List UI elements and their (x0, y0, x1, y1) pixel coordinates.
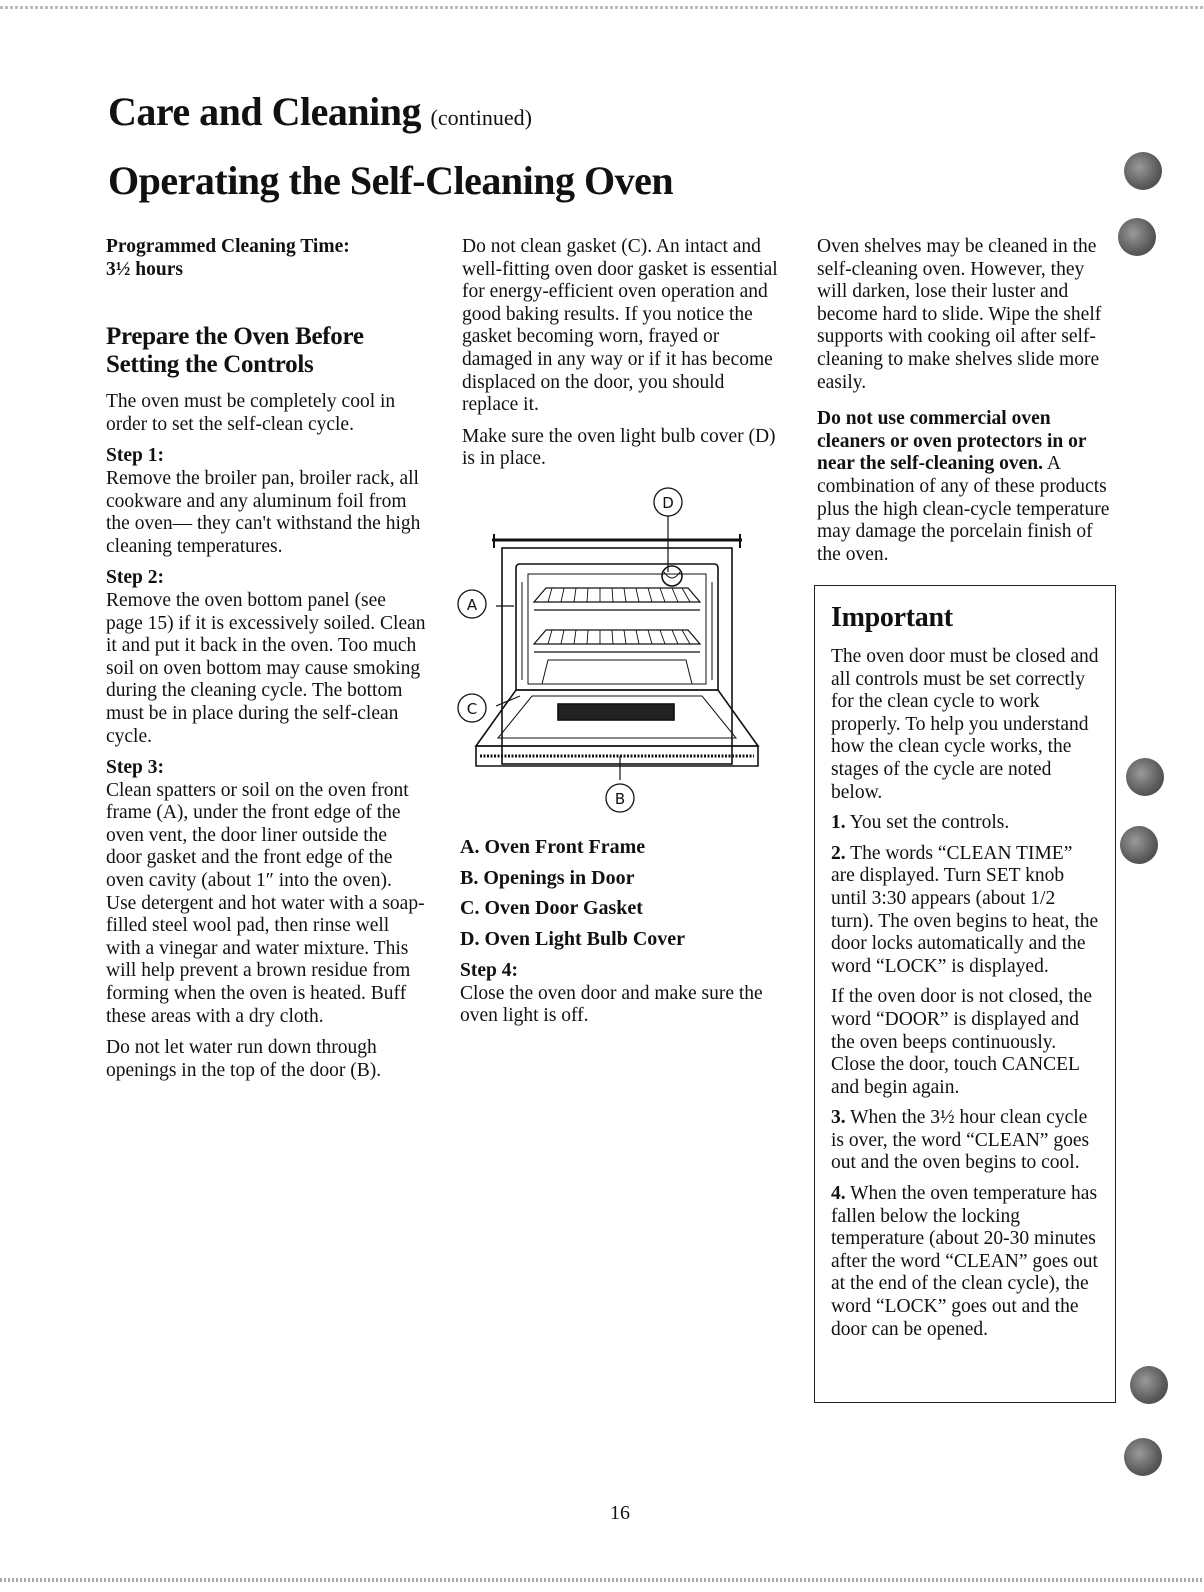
step3-label: Step 3: (106, 757, 164, 779)
page-number: 16 (610, 1502, 630, 1524)
legend-item-a: A. Oven Front Frame (460, 836, 646, 858)
important-item-1: 1. You set the controls. (831, 812, 1010, 834)
programmed-time-value: 3½ hours (106, 258, 183, 280)
step1-label: Step 1: (106, 445, 164, 467)
binder-hole-mark (1130, 1366, 1168, 1404)
bulb-paragraph: Make sure the oven light bulb cover (D) is in place. (462, 425, 776, 470)
section-heading-line1: Prepare the Oven Before (106, 323, 364, 351)
oven-diagram (452, 484, 772, 820)
column-middle (462, 236, 782, 480)
step3-text: Clean spatters or soil on the oven front frame (A), under the front edge of the oven vent, the door liner outside the door gasket and the front edge of the oven cavity (about 1″ into the oven). Use detergent and hot water with a soap-filled steel wool pad, then rinse well with a vinegar and water mixture. This will help prevent a brown residue from forming when the oven is heated. Buff these areas with a dry cloth. (106, 779, 425, 1027)
warning-text: A combination of any of these products plus the high clean-cycle temperature may damage the porcelain finish of the oven. (817, 453, 1110, 565)
callout-a: A (466, 596, 478, 614)
gasket-paragraph: Do not clean gasket (C). An intact and well-fitting oven door gasket is essential for energy-efficient oven operation and good baking results. If you notice the gasket becoming worn, frayed or damaged in any way or if it has become displaced on the door, you should replace it. (462, 236, 778, 416)
step1-text: Remove the broiler pan, broiler rack, all cookware and any aluminum foil from the oven— they can't withstand the high cleaning temperatures. (106, 467, 421, 557)
continued-label: (continued) (430, 105, 532, 130)
step4-text: Close the oven door and make sure the oven light is off. (460, 982, 763, 1027)
callout-b: B (614, 790, 626, 808)
page-title (108, 88, 532, 135)
callout-c: C (466, 700, 478, 718)
scan-top-edge (0, 6, 1204, 9)
important-intro: The oven door must be closed and all controls must be set correctly for the clean cycle to work properly. To help you understand how the clean cycle works, the stages of the cycle are noted below. (831, 646, 1099, 803)
step4-label: Step 4: (460, 960, 518, 981)
section-heading (106, 323, 426, 379)
binder-hole-mark (1124, 152, 1162, 190)
column-right (817, 236, 1117, 575)
legend-item-d: D. Oven Light Bulb Cover (460, 927, 686, 950)
intro-paragraph: The oven must be completely cool in order to set the self-clean cycle. (106, 391, 396, 435)
warning-bold: Do not use commercial oven cleaners or oven protectors in or near the self-cleaning oven. (817, 408, 1087, 475)
binder-hole-mark (1118, 218, 1156, 256)
callout-d: D (662, 494, 674, 512)
shelves-paragraph: Oven shelves may be cleaned in the self-cleaning oven. However, they will darken, lose their luster and become hard to slide. Wipe the shelf supports with cooking oil after self-cleaning to make shelves slide more easily. (817, 236, 1102, 393)
column-left (106, 236, 426, 1091)
important-item-4: 4. When the oven temperature has fallen below the locking temperature (about 20-30 minutes after the word “CLEAN” goes out at the end of the clean cycle), the word “LOCK” goes out and the door can be opened. (831, 1183, 1098, 1340)
step2-label: Step 2: (106, 567, 164, 589)
important-item-2: 2. The words “CLEAN TIME” are displayed. Turn SET knob until 3:30 appears (about 1/2 turn). The oven begins to heat, the door locks automatically and the word “LOCK” is displayed. (831, 842, 1099, 977)
important-box (814, 585, 1116, 1403)
page-subtitle: Operating the Self-Cleaning Oven (108, 158, 674, 203)
section-heading-line2: Setting the Controls (106, 351, 314, 379)
step2-text: Remove the oven bottom panel (see page 15) if it is excessively soiled. Clean it and put it back in the oven. Too much soil on oven bottom may cause smoking during the cleaning cycle. The bottom must be in place during the self-clean cycle. (106, 589, 426, 747)
title-text: Care and Cleaning (108, 89, 422, 134)
important-item-3: 3. When the 3½ hour clean cycle is over, the word “CLEAN” goes out and the oven begins to cool. (831, 1107, 1090, 1174)
binder-hole-mark (1120, 826, 1158, 864)
water-note: Do not let water run down through openings in the top of the door (B). (106, 1037, 382, 1081)
important-door-note: If the oven door is not closed, the word “DOOR” is displayed and the oven beeps continuously. Close the door, touch CANCEL and begin again. (831, 986, 1093, 1098)
important-heading: Important (831, 602, 953, 633)
binder-hole-mark (1124, 1438, 1162, 1476)
legend-item-b: B. Openings in Door (460, 866, 635, 889)
scan-bottom-edge (0, 1578, 1204, 1582)
programmed-time-label: Programmed Cleaning Time: (106, 236, 350, 257)
diagram-legend (460, 832, 780, 1037)
legend-item-c: C. Oven Door Gasket (460, 897, 643, 919)
binder-hole-mark (1126, 758, 1164, 796)
